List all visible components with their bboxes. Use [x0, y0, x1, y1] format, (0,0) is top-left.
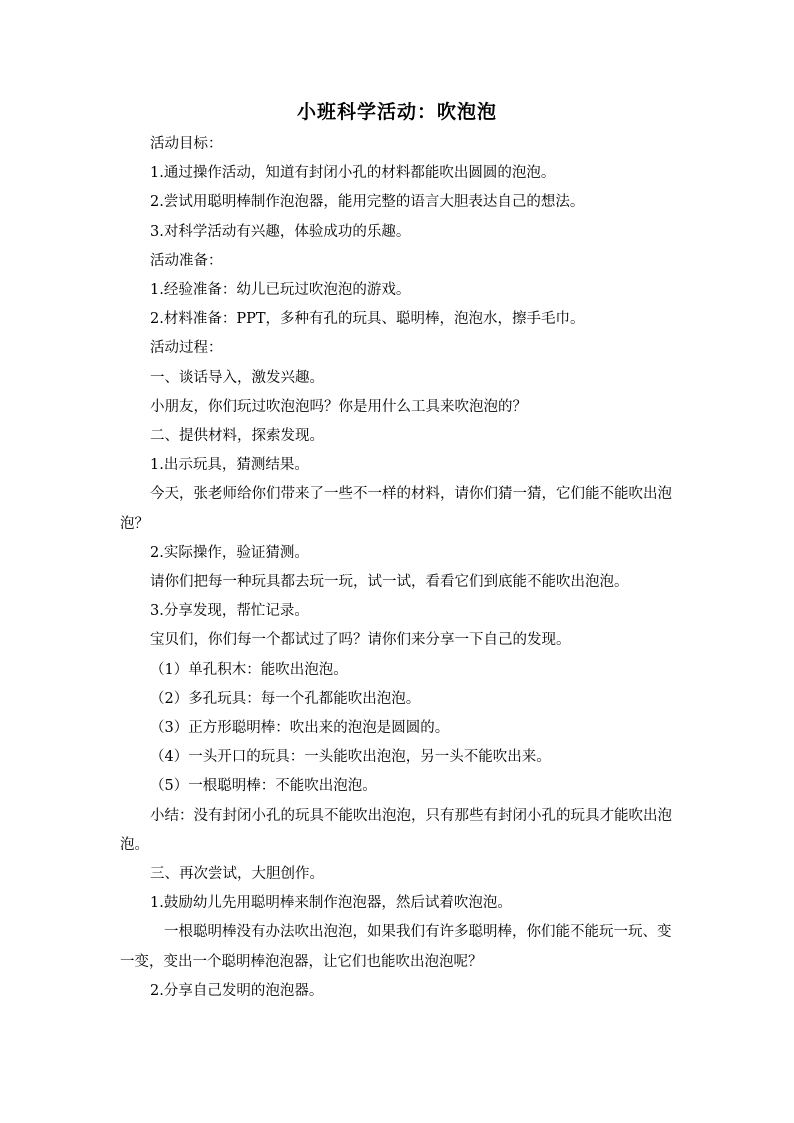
finding-5: （5）一根聪明棒：不能吹出泡泡。 [150, 778, 377, 795]
document-body [120, 130, 672, 1006]
goal-item-1: 1.通过操作活动，知道有封闭小孔的材料都能吹出圆圆的泡泡。 [150, 165, 556, 182]
heading-activity-process: 活动过程： [150, 340, 223, 357]
preparation-item-2: 2.材料准备：PPT，多种有孔的玩具、聪明棒，泡泡水，擦手毛巾。 [150, 311, 585, 328]
section-1-text: 小朋友，你们玩过吹泡泡吗？你是用什么工具来吹泡泡的？ [150, 398, 527, 415]
preparation-item-1: 1.经验准备：幼儿已玩过吹泡泡的游戏。 [150, 282, 411, 299]
step-3-text: 宝贝们，你们每一个都试过了吗？请你们来分享一下自己的发现。 [150, 632, 571, 649]
step-1-text: 今天，张老师给你们带来了一些不一样的材料，请你们猜一猜，它们能不能吹出泡泡？ [120, 486, 672, 532]
section-1-heading: 一、谈话导入，激发兴趣。 [150, 369, 324, 386]
document-title: 小班科学活动：吹泡泡 [296, 101, 497, 123]
section-3-text: 一根聪明棒没有办法吹出泡泡，如果我们有许多聪明棒，你们能不能玩一玩、变一变，变出一个聪明棒泡泡器，让它们也能吹出泡泡呢？ [120, 924, 672, 970]
heading-activity-preparation: 活动准备： [150, 252, 223, 269]
section-2-heading: 二、提供材料，探索发现。 [150, 428, 324, 445]
goal-item-2: 2.尝试用聪明棒制作泡泡器，能用完整的语言大胆表达自己的想法。 [150, 194, 585, 211]
section-3-heading: 三、再次尝试，大胆创作。 [150, 866, 324, 883]
finding-3: （3）正方形聪明棒：吹出来的泡泡是圆圆的。 [150, 720, 450, 737]
section-3-step-2: 2.分享自己发明的泡泡器。 [150, 982, 324, 999]
goal-item-3: 3.对科学活动有兴趣，体验成功的乐趣。 [150, 223, 411, 240]
section-3-step-1: 1.鼓励幼儿先用聪明棒来制作泡泡器，然后试着吹泡泡。 [150, 895, 512, 912]
step-1-heading: 1.出示玩具，猜测结果。 [150, 457, 309, 474]
step-3-heading: 3.分享发现，帮忙记录。 [150, 603, 309, 620]
finding-2: （2）多孔玩具：每一个孔都能吹出泡泡。 [150, 690, 421, 707]
heading-activity-goals: 活动目标： [150, 136, 223, 152]
finding-1: （1）单孔积木：能吹出泡泡。 [150, 661, 348, 678]
summary-text: 小结：没有封闭小孔的玩具不能吹出泡泡，只有那些有封闭小孔的玩具才能吹出泡泡。 [120, 807, 672, 853]
step-2-heading: 2.实际操作，验证猜测。 [150, 544, 309, 561]
finding-4: （4）一头开口的玩具：一头能吹出泡泡，另一头不能吹出来。 [150, 749, 551, 766]
step-2-text: 请你们把每一种玩具都去玩一玩，试一试，看看它们到底能不能吹出泡泡。 [150, 574, 629, 591]
